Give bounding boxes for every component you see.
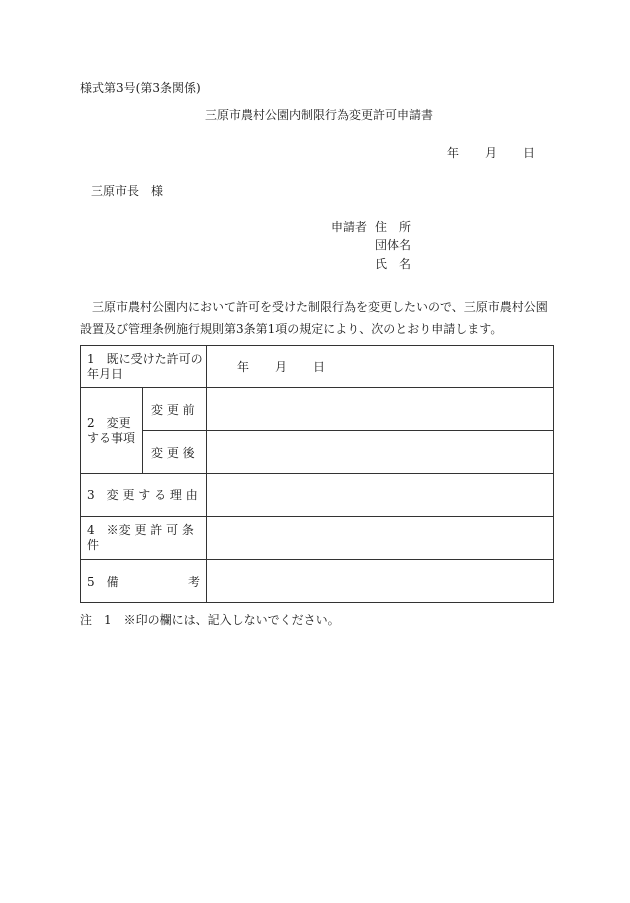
date-day: 日 [523,146,536,160]
table-row [81,517,554,560]
applicant-label: 申請者 [331,220,368,234]
applicant-name-label: 氏 名 [375,257,412,271]
row1-year: 年 [237,360,250,374]
row5-num: 5 備 [87,574,119,589]
date-line [447,144,535,161]
table-row [81,346,554,388]
footnote: 注 1 ※印の欄には、記入しないでください。 [80,613,340,627]
applicant-address-label: 住 所 [375,220,412,234]
reason-value-cell[interactable] [207,474,554,517]
after-value-cell[interactable] [207,431,554,474]
row1-day: 日 [313,360,326,374]
row1-label: 1 既に受けた許可の年月日 [81,346,207,388]
remarks-value-cell[interactable] [207,560,554,603]
row2-label: 2 変更する事項 [81,388,143,474]
table-row [81,388,554,431]
application-table [80,345,554,603]
row3-label: 3 変 更 す る 理 由 [81,474,207,517]
after-label: 変 更 後 [143,431,207,474]
document-title: 三原市農村公園内制限行為変更許可申請書 [205,108,434,122]
applicant-organization-label: 団体名 [375,238,412,252]
table-row [81,474,554,517]
date-month: 月 [485,146,498,160]
row5-label [81,560,207,603]
row1-date[interactable] [207,346,554,388]
row5-end: 考 [188,574,201,589]
before-value-cell[interactable] [207,388,554,431]
addressee: 三原市長 様 [91,184,164,198]
row1-month: 月 [275,360,288,374]
condition-value-cell[interactable] [207,517,554,560]
application-statement: 三原市農村公園内において許可を受けた制限行為を変更したいので、三原市農村公園設置及び管理条例施行規則第3条第1項の規定により、次のとおり申請します。 [80,300,548,336]
before-label: 変 更 前 [143,388,207,431]
form-number: 様式第3号(第3条関係) [80,81,201,95]
row4-label: 4 ※変 更 許 可 条 件 [81,517,207,560]
date-year: 年 [447,146,460,160]
table-row [81,431,554,474]
table-row [81,560,554,603]
